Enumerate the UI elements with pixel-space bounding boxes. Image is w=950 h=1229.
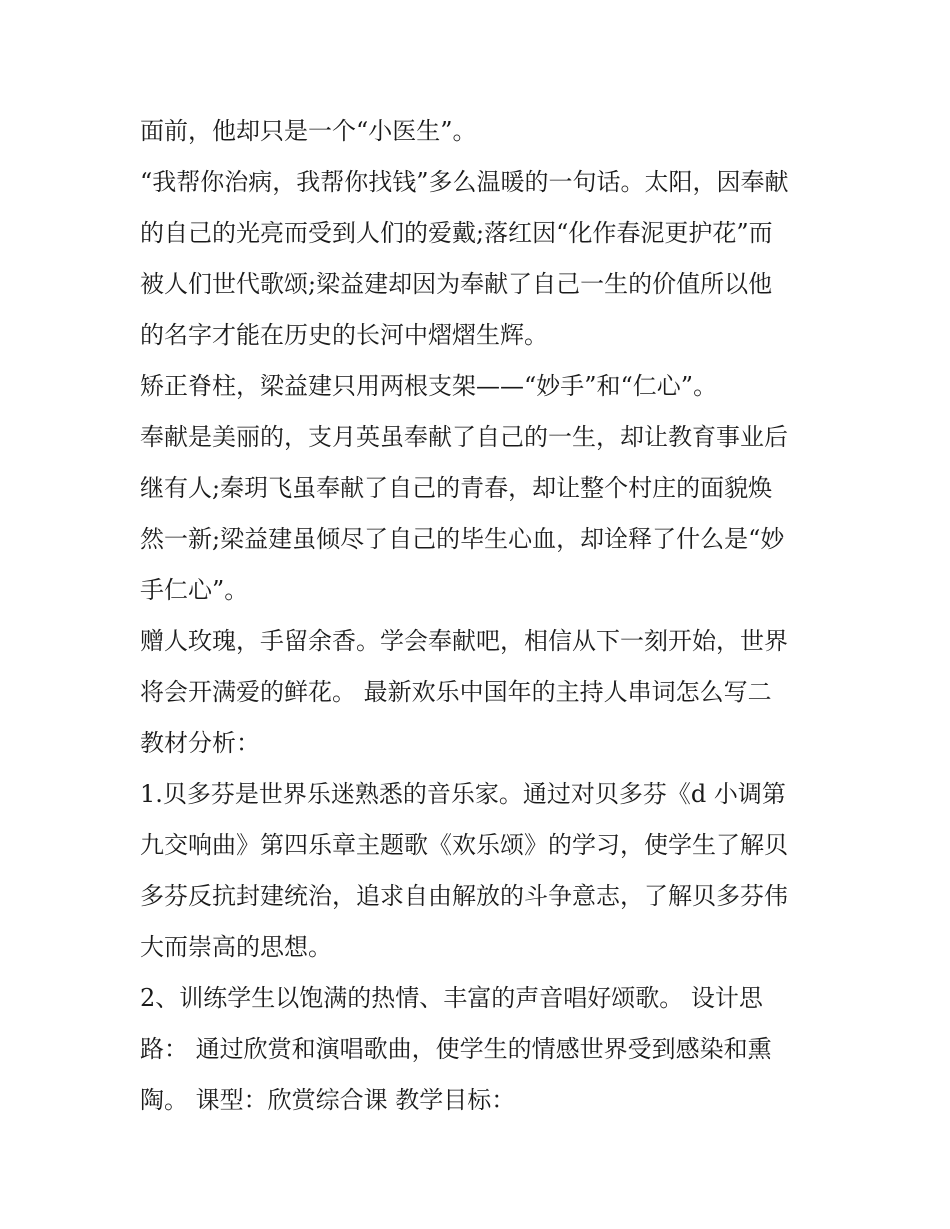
text-line: 的名字才能在历史的长河中熠熠生辉。 bbox=[140, 321, 548, 349]
text-line: 赠人玫瑰，手留余香。学会奉献吧，相信从下一刻开始，世界 bbox=[140, 627, 788, 655]
text-line: 教材分析： bbox=[140, 729, 260, 757]
text-line: 然一新;梁益建虽倾尽了自己的毕生心血，却诠释了什么是“妙 bbox=[140, 525, 785, 553]
text-line: 陶。 课型：欣赏综合课 教学目标： bbox=[140, 1086, 516, 1114]
text-line: 矫正脊柱，梁益建只用两根支架——“妙手”和“仁心”。 bbox=[140, 372, 718, 400]
text-line: 将会开满爱的鲜花。 最新欢乐中国年的主持人串词怎么写二 bbox=[140, 678, 772, 706]
text-line: 的自己的光亮而受到人们的爱戴;落红因“化作春泥更护花”而 bbox=[140, 219, 773, 247]
text-line: 面前，他却只是一个“小医生”。 bbox=[140, 117, 477, 145]
text-line: 继有人;秦玥飞虽奉献了自己的青春，却让整个村庄的面貌焕 bbox=[140, 474, 773, 502]
text-line: 2、训练学生以饱满的热情、丰富的声音唱好颂歌。 设计思 bbox=[140, 984, 763, 1012]
text-line: 1.贝多芬是世界乐迷熟悉的音乐家。通过对贝多芬《d 小调第 bbox=[140, 780, 786, 808]
text-line: 九交响曲》第四乐章主题歌《欢乐颂》的学习，使学生了解贝 bbox=[140, 831, 788, 859]
text-line: 被人们世代歌颂;梁益建却因为奉献了自己一生的价值所以他 bbox=[140, 270, 773, 298]
text-line: 多芬反抗封建统治，追求自由解放的斗争意志，了解贝多芬伟 bbox=[140, 882, 788, 910]
document-body bbox=[140, 108, 820, 1128]
text-line: 路： 通过欣赏和演唱歌曲，使学生的情感世界受到感染和熏 bbox=[140, 1035, 772, 1063]
text-line: 奉献是美丽的，支月英虽奉献了自己的一生，却让教育事业后 bbox=[140, 423, 788, 451]
text-line: “我帮你治病，我帮你找钱”多么温暖的一句话。太阳，因奉献 bbox=[140, 168, 789, 196]
text-line: 大而崇高的思想。 bbox=[140, 933, 332, 961]
text-line: 手仁心”。 bbox=[140, 576, 249, 604]
